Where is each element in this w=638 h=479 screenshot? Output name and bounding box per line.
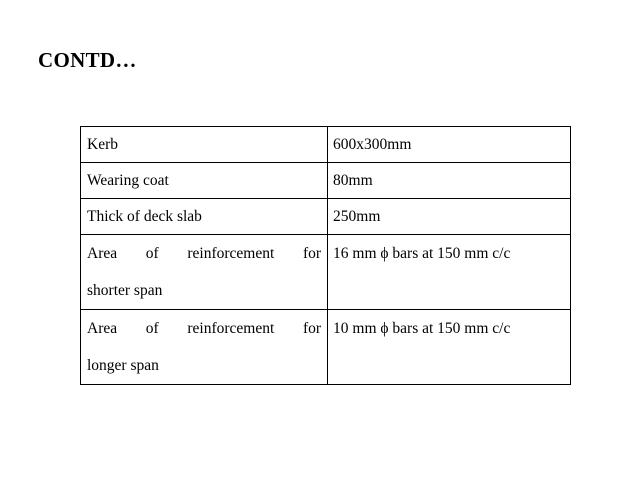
- row-label-line: Area of reinforcement for: [87, 320, 322, 337]
- row-label: Wearing coat: [81, 163, 328, 199]
- row-label-line: Area of reinforcement for: [87, 245, 322, 262]
- row-value: 600x300mm: [328, 127, 571, 163]
- row-value-text: 16 mm ϕ bars at 150 mm c/c: [333, 245, 511, 262]
- table-row: [81, 235, 571, 310]
- row-value: [328, 235, 571, 310]
- deck-slab-spec-table: [80, 126, 571, 385]
- row-label: [81, 310, 328, 385]
- table-row: [81, 127, 571, 163]
- row-label: Thick of deck slab: [81, 199, 328, 235]
- row-label: [81, 235, 328, 310]
- row-value: 80mm: [328, 163, 571, 199]
- table-row: [81, 199, 571, 235]
- row-value: [328, 310, 571, 385]
- row-label-line: longer span: [87, 357, 159, 374]
- table-row: [81, 310, 571, 385]
- slide-title: CONTD…: [38, 48, 137, 72]
- row-value-text: 10 mm ϕ bars at 150 mm c/c: [333, 320, 511, 337]
- row-label-line: shorter span: [87, 282, 163, 299]
- table-row: [81, 163, 571, 199]
- row-value: 250mm: [328, 199, 571, 235]
- row-label: Kerb: [81, 127, 328, 163]
